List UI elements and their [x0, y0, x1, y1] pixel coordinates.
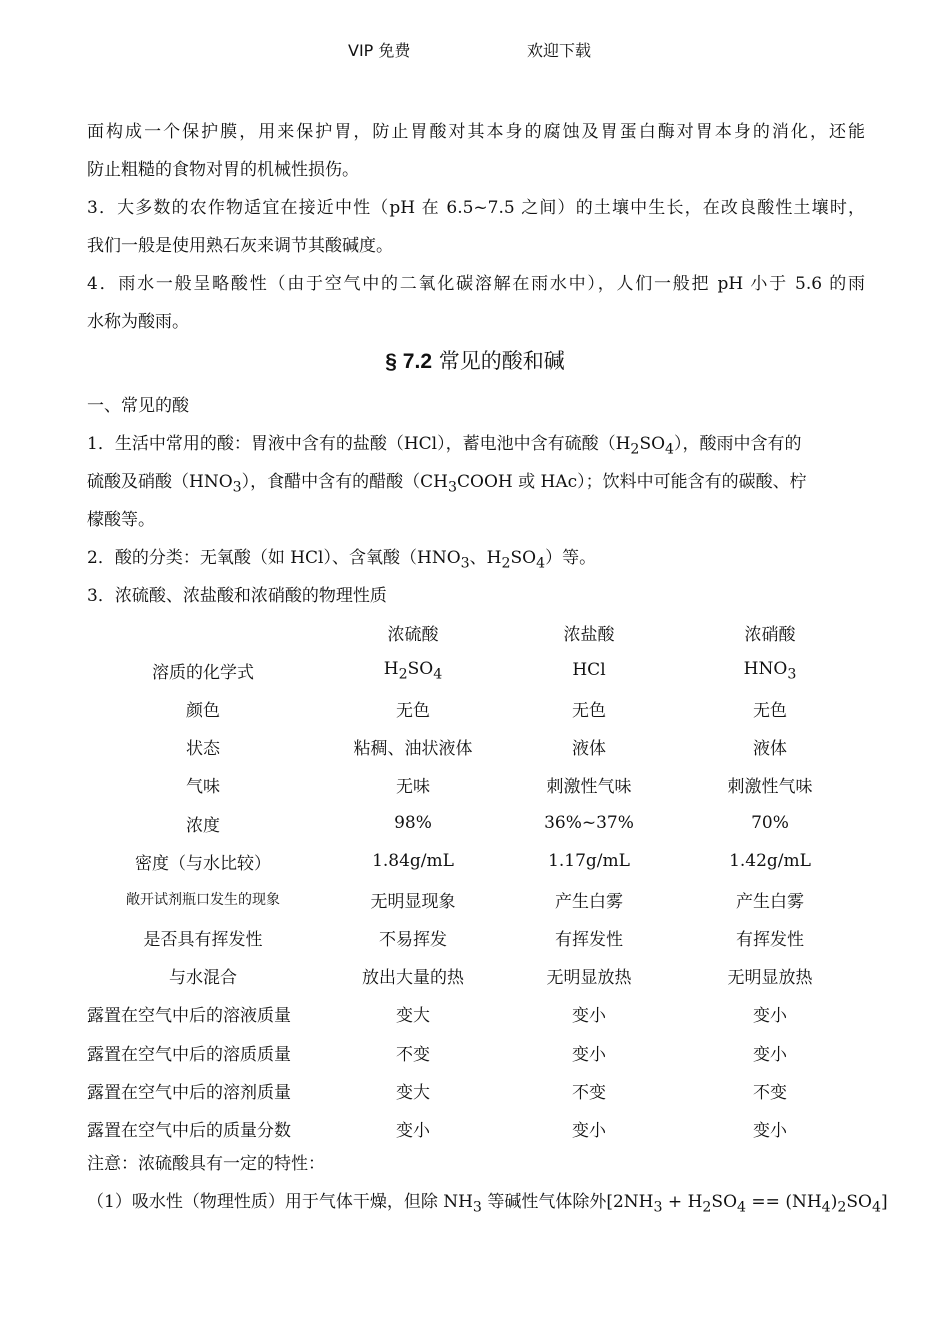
table-cell: 产生白雾	[736, 891, 804, 912]
table-cell: 变小	[753, 1006, 787, 1027]
table-column-header: 浓硫酸	[387, 624, 439, 645]
row-label: 露置在空气中后的溶质质量	[87, 1044, 291, 1065]
section-heading	[0, 345, 950, 375]
row-label: 状态	[186, 739, 220, 760]
paragraph-line: 1．生活中常用的酸：胃液中含有的盐酸（HCl），蓄电池中含有硫酸$(H_2SO_4)$，酸雨中含有的	[87, 434, 802, 458]
paragraph-line: 面构成一个保护膜，用来保护胃，防止胃酸对其本身的腐蚀及胃蛋白酶对胃本身的消化，还能	[87, 122, 865, 142]
table-cell: 刺激性气味	[727, 777, 813, 798]
table-row	[87, 880, 869, 918]
section-title-text: 常见的酸和碱	[438, 349, 565, 373]
row-label: 敞开试剂瓶口发生的现象	[126, 892, 280, 909]
table-row	[87, 651, 869, 689]
table-column-header: 浓硝酸	[744, 624, 796, 645]
row-label: 是否具有挥发性	[143, 930, 263, 951]
note-heading: 注意：浓硫酸具有一定的特性：	[87, 1154, 325, 1174]
table-cell: 变小	[753, 1121, 787, 1142]
paragraph-line: 3．大多数的农作物适宜在接近中性（pH 在 6.5~7.5 之间）的土壤中生长，在改良酸性土壤时，	[87, 198, 865, 218]
table-cell: 36%~37%	[544, 813, 634, 834]
row-label: 密度（与水比较）	[135, 853, 271, 874]
table-header-row	[87, 613, 869, 651]
header-welcome-label: 欢迎下载	[527, 41, 592, 60]
table-cell: 变小	[572, 1044, 606, 1065]
table-cell: 无味	[396, 777, 430, 798]
table-row	[87, 728, 869, 766]
table-cell: 变小	[396, 1121, 430, 1142]
paragraph-line: 我们一般是使用熟石灰来调节其酸碱度。	[87, 236, 393, 256]
table-row	[87, 766, 869, 804]
table-cell: 变小	[572, 1121, 606, 1142]
table-cell: 不变	[572, 1082, 606, 1103]
table-column-header: 浓盐酸	[563, 624, 615, 645]
row-label: 露置在空气中后的质量分数	[87, 1121, 291, 1142]
table-cell: 70%	[751, 813, 789, 834]
subheading: 一、常见的酸	[87, 396, 189, 416]
paragraph-line: （1）吸水性（物理性质）用于气体干燥，但除 $NH_3$ 等碱性气体除外$[2NH_3 + H_2SO_4 == (NH_4)_2SO_4]$	[87, 1192, 888, 1216]
page-header	[0, 38, 950, 64]
formula-cell: $H_2SO_4$	[383, 658, 443, 682]
acid-properties-table	[87, 613, 869, 1148]
paragraph-line: 4．雨水一般呈略酸性（由于空气中的二氧化碳溶解在雨水中），人们一般把 pH 小于 5.6 的雨	[87, 274, 865, 294]
table-row	[87, 689, 869, 727]
table-cell: 刺激性气味	[546, 777, 632, 798]
paragraph-line: 硫酸及硝酸$(HNO_3)$，食醋中含有的醋酸（$CH_3COOH$ 或 HAc）；饮料中可能含有的碳酸、柠	[87, 472, 807, 496]
table-cell: 不易挥发	[379, 930, 447, 951]
table-row	[87, 804, 869, 842]
table-cell: 无色	[753, 700, 787, 721]
table-cell: 1.84g/mL	[372, 851, 454, 872]
row-label: 露置在空气中后的溶剂质量	[87, 1082, 291, 1103]
section-number: § 7.2	[385, 350, 433, 373]
formula-cell: $HNO_3$	[743, 658, 797, 682]
paragraph-line: 檬酸等。	[87, 510, 155, 530]
table-cell: 98%	[394, 813, 432, 834]
table-cell: 产生白雾	[555, 891, 623, 912]
table-cell: 无明显放热	[546, 968, 632, 989]
table-cell: 不变	[396, 1044, 430, 1065]
table-row	[87, 842, 869, 880]
paragraph-line: 2．酸的分类：无氧酸（如 HCl）、含氧酸（$HNO_3$、$H_2SO_4$）等。	[87, 548, 597, 572]
table-cell: 无色	[572, 700, 606, 721]
table-cell: 1.17g/mL	[548, 851, 630, 872]
table-cell: 变小	[753, 1044, 787, 1065]
formula-cell: HCl	[572, 660, 606, 681]
table-cell: 不变	[753, 1082, 787, 1103]
table-row	[87, 1033, 869, 1071]
row-label: 气味	[186, 777, 220, 798]
table-row	[87, 919, 869, 957]
table-cell: 变大	[396, 1082, 430, 1103]
table-cell: 有挥发性	[555, 930, 623, 951]
table-row	[87, 995, 869, 1033]
table-cell: 放出大量的热	[362, 968, 464, 989]
table-cell	[87, 613, 319, 651]
table-cell: 有挥发性	[736, 930, 804, 951]
paragraph-line: 防止粗糙的食物对胃的机械性损伤。	[87, 160, 359, 180]
paragraph-line: 水称为酸雨。	[87, 312, 189, 332]
table-row	[87, 1109, 869, 1147]
table-cell: 液体	[572, 739, 606, 760]
table-cell: 无明显现象	[370, 891, 456, 912]
table-cell: 无色	[396, 700, 430, 721]
table-cell: 变小	[572, 1006, 606, 1027]
row-label: 颜色	[186, 700, 220, 721]
row-label: 溶质的化学式	[152, 662, 254, 683]
row-label: 露置在空气中后的溶液质量	[87, 1006, 291, 1027]
table-cell: 液体	[753, 739, 787, 760]
row-label: 与水混合	[169, 968, 237, 989]
table-row	[87, 957, 869, 995]
paragraph-line: 3．浓硫酸、浓盐酸和浓硝酸的物理性质	[87, 586, 387, 606]
table-cell: 变大	[396, 1006, 430, 1027]
table-cell: 粘稠、油状液体	[353, 739, 473, 760]
table-row	[87, 1071, 869, 1109]
intro-text	[87, 118, 865, 346]
notes-text	[87, 1150, 888, 1226]
header-vip-label: VIP 免费	[348, 41, 411, 60]
table-cell: 无明显放热	[727, 968, 813, 989]
table-cell: 1.42g/mL	[729, 851, 811, 872]
row-label: 浓度	[186, 815, 220, 836]
acids-text	[87, 392, 865, 620]
